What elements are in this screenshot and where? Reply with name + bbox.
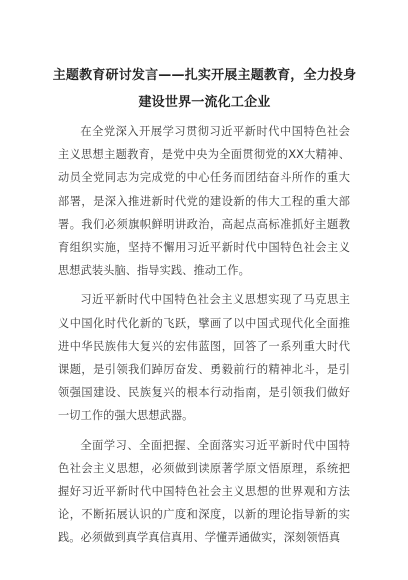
document-title: 主题教育研讨发言——扎实开展主题教育，全力投身建设世界一流化工企业	[52, 68, 357, 110]
paragraph-1: 在全党深入开展学习贯彻习近平新时代中国特色社会主义思想主题教育，是党中央为全面贯彻党的XX大精神、动员全党同志为完成党的中心任务而团结奋斗所作的重大部署，是深入推进新时代党的建设新的伟大工程的重大部署。我们必须旗帜鲜明讲政治，高起点高标准抓好主题教育组织实施，坚持不懈用习近平新时代中国特色社会主义思想武装头脑、指导实践、推动工作。	[58, 125, 350, 278]
paragraph-2: 习近平新时代中国特色社会主义思想实现了马克思主义中国化时代化新的飞跃，擘画了以中国式现代化全面推进中华民族伟大复兴的宏伟蓝图，回答了一系列重大时代课题，是引领我们踔厉奋发、勇毅前行的精神北斗，是引领强国建设、民族复兴的根本行动指南，是引领我们做好一切工作的强大思想武器。	[58, 293, 350, 423]
document-body	[58, 120, 350, 556]
paragraph-3: 全面学习、全面把握、全面落实习近平新时代中国特色社会主义思想，必须做到读原著学原文悟原理，系统把握好习近平新时代中国特色社会主义思想的世界观和方法论，不断拓展认识的广度和深度，以新的理论指导新的实践。必须做到真学真信真用、学懂弄通做实，深刻领悟真	[58, 438, 350, 545]
